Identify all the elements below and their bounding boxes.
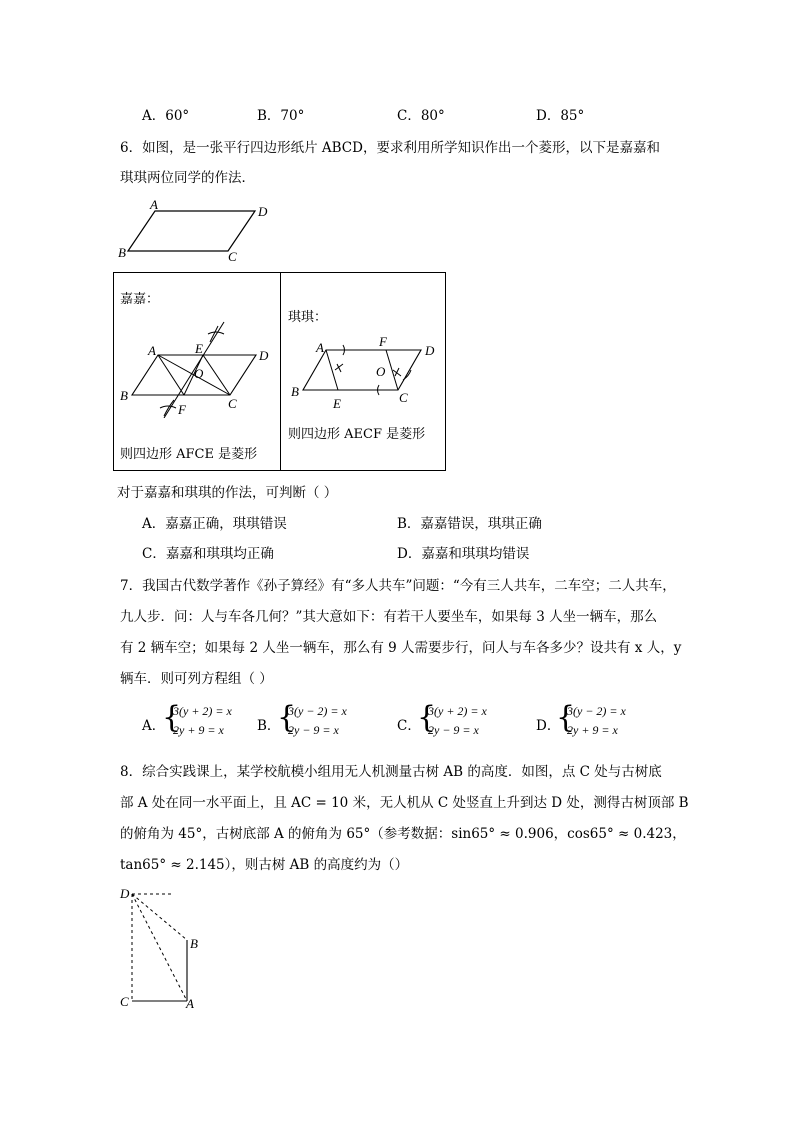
- q5-option-a[interactable]: A．60°: [142, 108, 190, 124]
- q8-text-line3: 的俯角为 45°，古树底部 A 的俯角为 65°（参考数据：sin65° ≈ 0.906，cos65° ≈ 0.423，: [120, 826, 686, 842]
- jiajia-title: 嘉嘉：: [120, 292, 160, 307]
- parallelogram-shape: [128, 211, 255, 251]
- q8-text-line2: 部 A 处在同一水平面上，且 AC = 10 米，无人机从 C 处竖直上升到达 D 处，测得古树顶部 B: [120, 795, 689, 811]
- methods-box: [113, 272, 446, 471]
- q7-option-a[interactable]: A． { 3(y + 2) = x 2y + 9 = x: [142, 700, 232, 737]
- drone-label-c: C: [120, 994, 129, 1009]
- drone-label-a: A: [186, 996, 194, 1011]
- fig-label-a: A: [150, 197, 158, 212]
- q6-option-c[interactable]: C．嘉嘉和琪琪均正确: [142, 546, 274, 562]
- fig-label-d: D: [258, 204, 268, 219]
- q7-text-line2: 九人步．问：人与车各几何？”其大意如下：有若干人要坐车，如果每 3 人坐一辆车，那么: [120, 609, 658, 625]
- q8-text-line4: tan65° ≈ 2.145），则古树 AB 的高度约为（）: [120, 857, 409, 873]
- jiajia-label-b: B: [120, 388, 128, 403]
- q6-question: 对于嘉嘉和琪琪的作法，可判断（ ）: [117, 485, 338, 501]
- jiajia-label-a: A: [148, 343, 156, 358]
- q6-text-line2: 琪琪两位同学的作法．: [120, 170, 255, 186]
- q7-text-line3: 有 2 辆车空；如果每 2 人坐一辆车，那么有 9 人需要步行，问人与车各多少？设共有 x 人，y: [120, 640, 682, 656]
- q6-text-line1: 6．如图，是一张平行四边形纸片 ABCD，要求利用所学知识作出一个菱形，以下是嘉嘉和: [120, 140, 660, 156]
- qiqi-label-f: F: [379, 334, 387, 349]
- jiajia-label-d: D: [259, 348, 269, 363]
- q5-option-c[interactable]: C．80°: [397, 108, 445, 124]
- q7-text-line1: 7．我国古代数学著作《孙子算经》有“多人共车”问题：“今有三人共车，二车空；二人共车，: [120, 578, 676, 594]
- q7-option-d[interactable]: D． { 3(y − 2) = x 2y + 9 = x: [536, 700, 626, 737]
- qiqi-label-e: E: [333, 396, 341, 408]
- q6-option-d[interactable]: D．嘉嘉和琪琪均错误: [397, 546, 530, 562]
- qiqi-label-b: B: [291, 384, 299, 399]
- jiajia-label-f: F: [178, 402, 186, 417]
- qiqi-label-a: A: [316, 340, 324, 355]
- qiqi-figure: [281, 328, 445, 408]
- qiqi-label-o: O: [376, 364, 386, 379]
- q6-option-b[interactable]: B．嘉嘉错误，琪琪正确: [397, 516, 542, 532]
- fig-label-c: C: [228, 249, 237, 264]
- qiqi-conclusion: 则四边形 AECF 是菱形: [288, 427, 426, 442]
- qiqi-title: 琪琪：: [288, 310, 328, 325]
- parallelogram-figure: [110, 195, 280, 265]
- fig-label-b: B: [118, 245, 126, 260]
- q7-option-c[interactable]: C． { 3(y + 2) = x 2y − 9 = x: [397, 700, 487, 737]
- q7-text-line4: 辆车．则可列方程组（ ）: [120, 671, 273, 687]
- qiqi-label-d: D: [425, 343, 435, 358]
- q5-option-d[interactable]: D．85°: [536, 108, 585, 124]
- q7-option-b[interactable]: B． { 3(y − 2) = x 2y − 9 = x: [257, 700, 347, 737]
- drone-figure: [112, 880, 222, 1015]
- qiqi-label-c: C: [399, 390, 408, 405]
- jiajia-label-c: C: [228, 396, 237, 411]
- q8-text-line1: 8．综合实践课上，某学校航模小组用无人机测量古树 AB 的高度．如图，点 C 处与古树底: [120, 764, 662, 780]
- jiajia-label-o: O: [194, 366, 204, 381]
- drone-label-b: B: [190, 936, 198, 951]
- q6-option-a[interactable]: A．嘉嘉正确，琪琪错误: [142, 516, 287, 532]
- jiajia-conclusion: 则四边形 AFCE 是菱形: [120, 447, 258, 462]
- drone-label-d: D: [120, 886, 130, 901]
- q5-option-b[interactable]: B．70°: [257, 108, 305, 124]
- jiajia-figure: [114, 318, 280, 418]
- jiajia-label-e: E: [195, 341, 203, 356]
